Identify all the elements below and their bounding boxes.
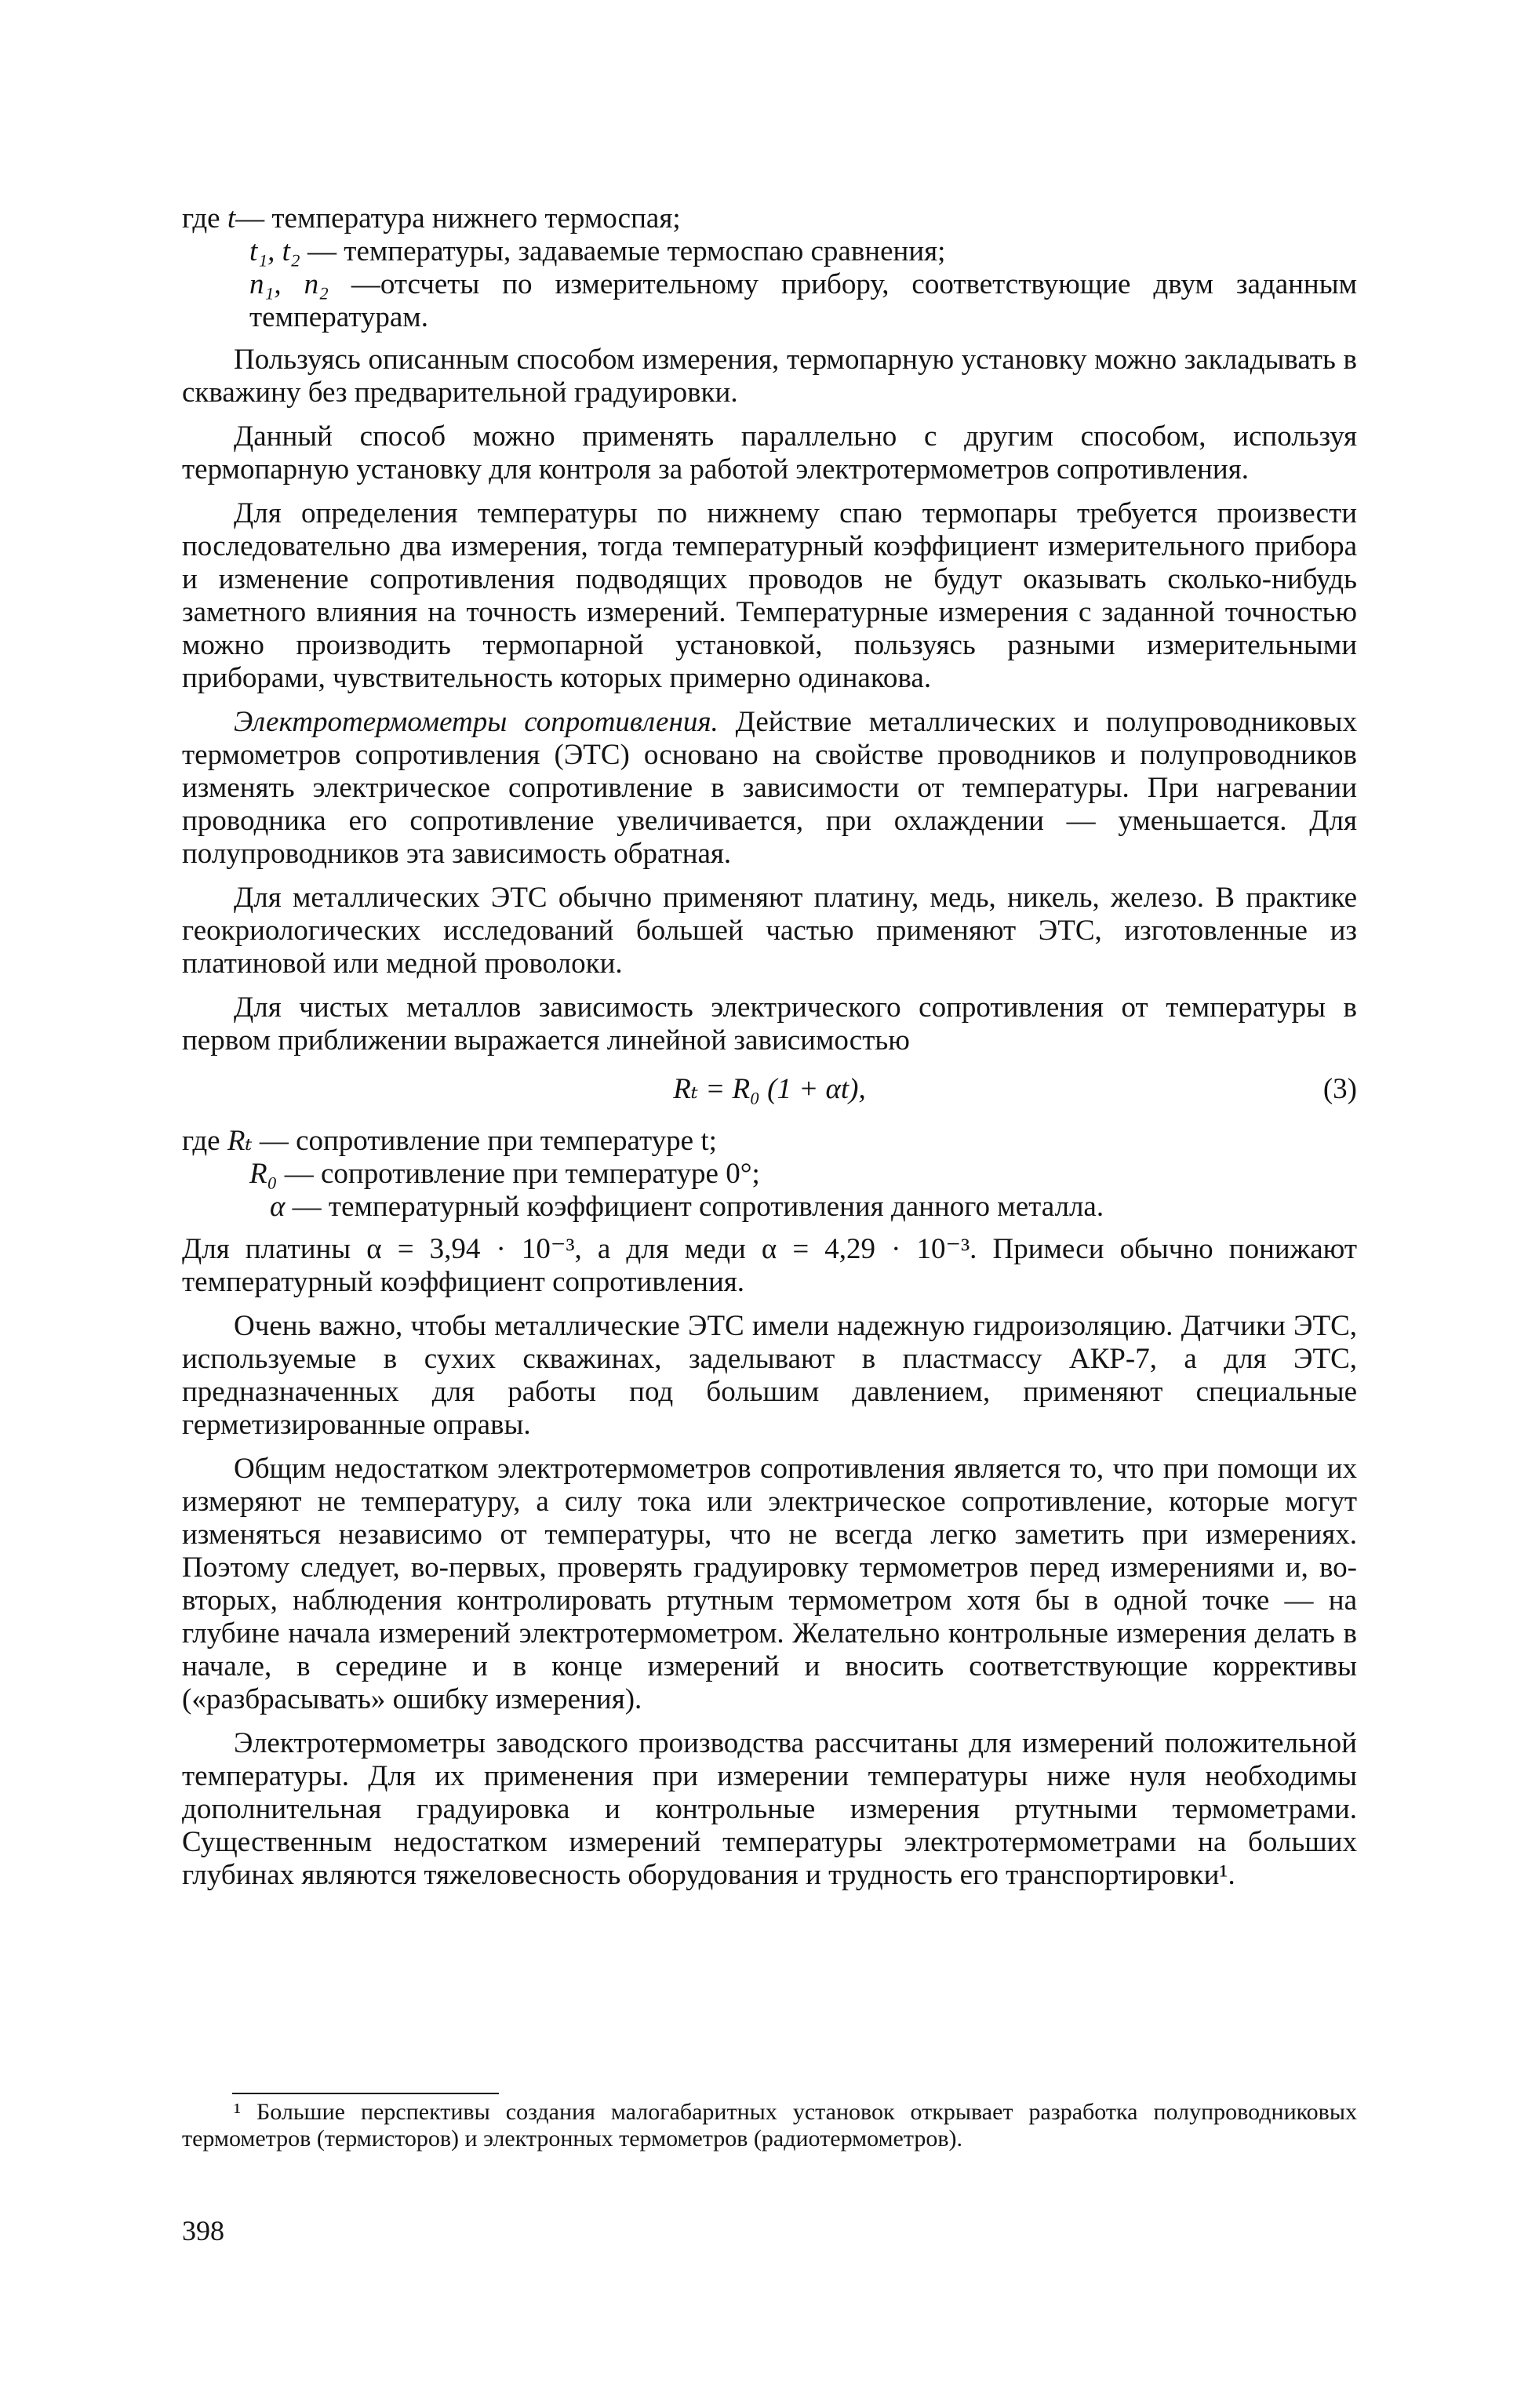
paragraph: Очень важно, чтобы металлические ЭТС имели надежную гидроизоляцию. Датчики ЭТС, используемые в сухих скважинах, заделывают в пластмассу АКР-7, а для ЭТС, предназначенных для работы под большим давлением, применяют специальные герметизированные оправы. (182, 1310, 1357, 1441)
section-paragraph (182, 706, 1357, 871)
section-text: Действие металлических и полупроводниковых термометров сопротивления (ЭТС) основано на свойстве проводников и полупроводников изменять электрическое сопротивление в зависимости от температуры. При нагревании проводника его сопротивление увеличивается, при охлаждении — уменьшается. Для полупроводников эта зависимость обратная. (182, 706, 1357, 870)
definition-text: — сопротивление при температуре 0°; (284, 1158, 760, 1190)
definition-text: — температуры, задаваемые термоспаю сравнения; (307, 235, 946, 267)
definition-list-2 (182, 1125, 1357, 1224)
definition-line (182, 235, 1357, 268)
definition-line (182, 1125, 1357, 1158)
definition-symbol: Rₜ (227, 1125, 253, 1157)
paragraph: Для платины α = 3,94 · 10⁻³, а для меди α = 4,29 · 10⁻³. Примеси обычно понижают температурный коэффициент сопротивления. (182, 1233, 1357, 1298)
footnote-text: ¹ Большие перспективы создания малогабаритных установок открывает разработка полупроводниковых термометров (термисторов) и электронных термометров (радиотермометров). (182, 2099, 1357, 2152)
paragraph: Пользуясь описанным способом измерения, термопарную установку можно закладывать в скважину без предварительной градуировки. (182, 344, 1357, 409)
paragraph: Для чистых металлов зависимость электрического сопротивления от температуры в первом приближении выражается линейной зависимостью (182, 991, 1357, 1057)
definition-line (182, 268, 1357, 334)
definition-text: — сопротивление при температуре t; (259, 1125, 717, 1157)
definition-line (182, 1191, 1357, 1224)
paragraph: Электротермометры заводского производства рассчитаны для измерений положительной температуры. Для их применения при измерении температуры ниже нуля необходимы дополнительная градуировка и контрольные измерения ртутными термометрами. Существенным недостатком измерений температуры электротермометрами на больших глубинах являются тяжеловесность оборудования и трудность его транспортировки¹. (182, 1727, 1357, 1891)
paragraph: Для металлических ЭТС обычно применяют платину, медь, никель, железо. В практике геокриологических исследований большей частью применяют ЭТС, изготовленные из платиновой или медной проволоки. (182, 882, 1357, 980)
paragraph: Общим недостатком электротермометров сопротивления является то, что при помощи их измеряют не температуру, а силу тока или электрическое сопротивление, которые могут изменяться независимо от температуры, что не всегда легко заметить при измерениях. Поэтому следует, во-первых, проверять градуировку термометров перед измерениями и, во-вторых, наблюдения контролировать ртутным термометром хотя бы в одной точке — на глубине начала измерений электротермометром. Желательно контрольные измерения делать в начале, в середине и в конце измерений и вносить соответствующие коррективы («разбрасывать» ошибку измерения). (182, 1453, 1357, 1715)
definition-symbol: t₁, t₂ (249, 235, 300, 267)
definition-text: — температура нижнего термоспая; (235, 202, 681, 235)
definition-text: —отсчеты по измерительному прибору, соответствующие двум заданным температурам. (249, 268, 1358, 333)
section-lead: Электротермометры сопротивления. (234, 706, 719, 738)
definition-line (182, 1158, 1357, 1191)
footnote-divider (232, 2093, 499, 2094)
definition-lead: где (182, 1125, 220, 1157)
paragraph: Данный способ можно применять параллельно с другим способом, используя термопарную установку для контроля за работой электротермометров сопротивления. (182, 420, 1357, 486)
definition-symbol: α (270, 1191, 286, 1223)
definition-symbol: t (227, 202, 236, 235)
paragraph: Для определения температуры по нижнему спаю термопары требуется произвести последовательно два измерения, тогда температурный коэффициент измерительного прибора и изменение сопротивления подводящих проводов не будут оказывать сколько-нибудь заметного влияния на точность измерений. Температурные измерения с заданной точностью можно производить термопарной установкой, пользуясь разными измерительными приборами, чувствительность которых примерно одинакова. (182, 497, 1357, 694)
definition-list-1 (182, 202, 1357, 334)
definition-lead: где (182, 202, 220, 235)
footnote (182, 2099, 1357, 2152)
formula-expression: Rₜ = R₀ (1 + αt), (673, 1073, 866, 1105)
formula-number: (3) (1322, 1073, 1357, 1105)
formula (182, 1073, 1357, 1111)
definition-text: — температурный коэффициент сопротивления данного металла. (292, 1191, 1104, 1223)
body-text (182, 202, 1357, 1892)
definition-symbol: n₁, n₂ (249, 268, 329, 300)
definition-symbol: R₀ (249, 1158, 278, 1190)
page-number: 398 (182, 2215, 224, 2246)
definition-line (182, 202, 1357, 235)
